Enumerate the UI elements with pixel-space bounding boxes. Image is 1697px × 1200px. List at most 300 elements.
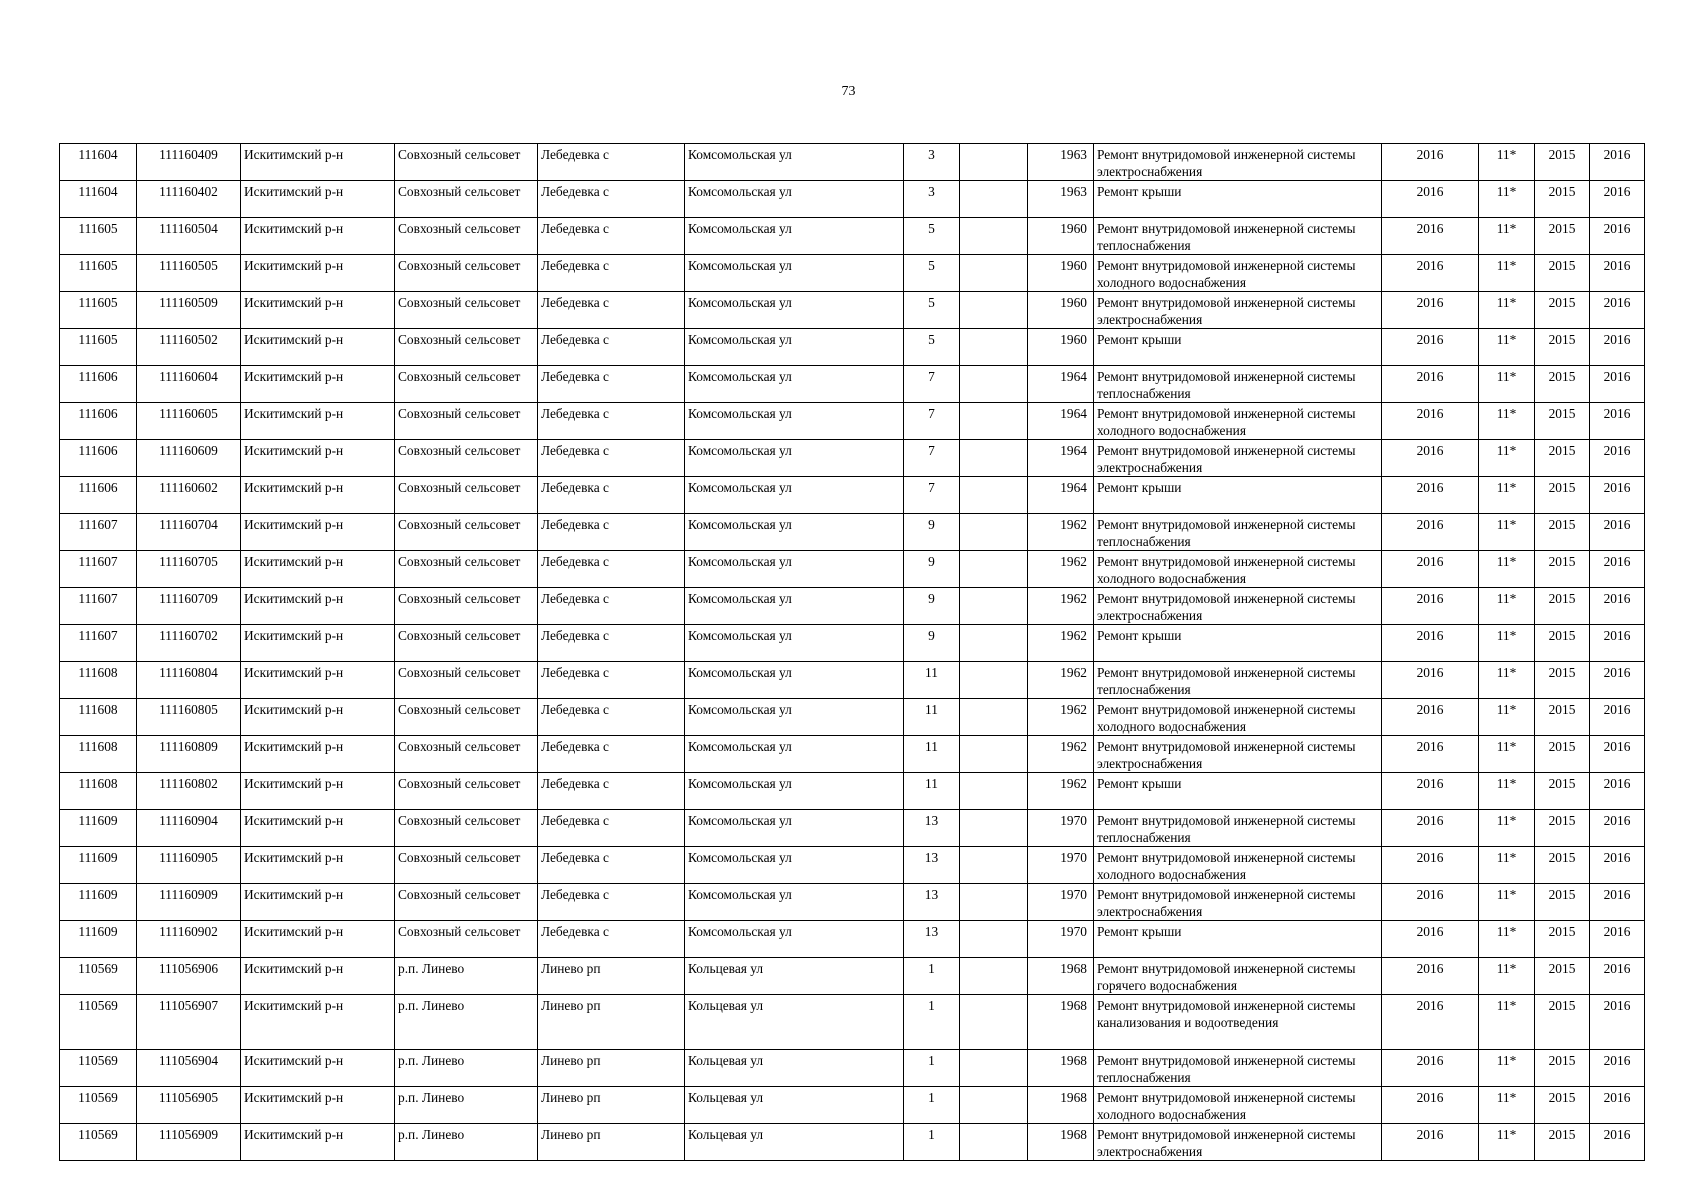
criterion-cell: 11* xyxy=(1479,736,1535,773)
build-year-cell: 1962 xyxy=(1028,588,1094,625)
build-year-cell: 1960 xyxy=(1028,218,1094,255)
start-year-cell: 2015 xyxy=(1535,144,1590,181)
house-id-cell: 111608 xyxy=(60,699,137,736)
criterion-cell: 11* xyxy=(1479,1124,1535,1161)
table-row xyxy=(60,588,1645,625)
criterion-cell: 11* xyxy=(1479,218,1535,255)
end-year-cell: 2016 xyxy=(1590,144,1645,181)
house-number-cell: 3 xyxy=(904,144,960,181)
district-cell: Искитимский р-н xyxy=(241,181,395,218)
work-type-cell: Ремонт внутридомовой инженерной системы холодного водоснабжения xyxy=(1094,1087,1382,1124)
building-cell xyxy=(960,958,1028,995)
build-year-cell: 1960 xyxy=(1028,255,1094,292)
settlement-cell: Лебедевка с xyxy=(538,440,685,477)
municipality-cell: р.п. Линево xyxy=(395,958,538,995)
plan-year-cell: 2016 xyxy=(1382,514,1479,551)
street-cell: Кольцевая ул xyxy=(685,1087,904,1124)
build-year-cell: 1962 xyxy=(1028,736,1094,773)
plan-year-cell: 2016 xyxy=(1382,329,1479,366)
end-year-cell: 2016 xyxy=(1590,773,1645,810)
end-year-cell: 2016 xyxy=(1590,403,1645,440)
building-cell xyxy=(960,699,1028,736)
settlement-cell: Линево рп xyxy=(538,1087,685,1124)
building-cell xyxy=(960,736,1028,773)
table-row xyxy=(60,181,1645,218)
work-id-cell: 111160704 xyxy=(137,514,241,551)
building-cell xyxy=(960,551,1028,588)
plan-year-cell: 2016 xyxy=(1382,847,1479,884)
building-cell xyxy=(960,884,1028,921)
street-cell: Комсомольская ул xyxy=(685,847,904,884)
start-year-cell: 2015 xyxy=(1535,884,1590,921)
build-year-cell: 1962 xyxy=(1028,699,1094,736)
house-id-cell: 110569 xyxy=(60,1124,137,1161)
table-row xyxy=(60,551,1645,588)
work-type-cell: Ремонт внутридомовой инженерной системы канализования и водоотведения xyxy=(1094,995,1382,1050)
build-year-cell: 1962 xyxy=(1028,625,1094,662)
build-year-cell: 1963 xyxy=(1028,144,1094,181)
criterion-cell: 11* xyxy=(1479,625,1535,662)
street-cell: Кольцевая ул xyxy=(685,958,904,995)
plan-year-cell: 2016 xyxy=(1382,292,1479,329)
district-cell: Искитимский р-н xyxy=(241,1087,395,1124)
work-id-cell: 111160702 xyxy=(137,625,241,662)
municipality-cell: Совхозный сельсовет xyxy=(395,292,538,329)
house-number-cell: 13 xyxy=(904,810,960,847)
municipality-cell: Совхозный сельсовет xyxy=(395,884,538,921)
building-cell xyxy=(960,218,1028,255)
end-year-cell: 2016 xyxy=(1590,255,1645,292)
house-number-cell: 13 xyxy=(904,884,960,921)
criterion-cell: 11* xyxy=(1479,292,1535,329)
municipality-cell: Совхозный сельсовет xyxy=(395,662,538,699)
plan-year-cell: 2016 xyxy=(1382,255,1479,292)
end-year-cell: 2016 xyxy=(1590,440,1645,477)
plan-year-cell: 2016 xyxy=(1382,699,1479,736)
district-cell: Искитимский р-н xyxy=(241,921,395,958)
work-type-cell: Ремонт крыши xyxy=(1094,329,1382,366)
start-year-cell: 2015 xyxy=(1535,773,1590,810)
street-cell: Комсомольская ул xyxy=(685,588,904,625)
house-id-cell: 111609 xyxy=(60,884,137,921)
work-id-cell: 111160809 xyxy=(137,736,241,773)
work-type-cell: Ремонт внутридомовой инженерной системы холодного водоснабжения xyxy=(1094,551,1382,588)
plan-year-cell: 2016 xyxy=(1382,144,1479,181)
district-cell: Искитимский р-н xyxy=(241,551,395,588)
work-type-cell: Ремонт внутридомовой инженерной системы теплоснабжения xyxy=(1094,1050,1382,1087)
municipality-cell: Совхозный сельсовет xyxy=(395,403,538,440)
criterion-cell: 11* xyxy=(1479,847,1535,884)
work-id-cell: 111160605 xyxy=(137,403,241,440)
start-year-cell: 2015 xyxy=(1535,366,1590,403)
street-cell: Кольцевая ул xyxy=(685,1124,904,1161)
work-type-cell: Ремонт крыши xyxy=(1094,625,1382,662)
building-cell xyxy=(960,329,1028,366)
municipality-cell: Совхозный сельсовет xyxy=(395,144,538,181)
house-id-cell: 111608 xyxy=(60,736,137,773)
work-id-cell: 111160902 xyxy=(137,921,241,958)
house-id-cell: 111606 xyxy=(60,366,137,403)
table-row xyxy=(60,514,1645,551)
work-type-cell: Ремонт внутридомовой инженерной системы теплоснабжения xyxy=(1094,218,1382,255)
build-year-cell: 1968 xyxy=(1028,1050,1094,1087)
house-number-cell: 5 xyxy=(904,255,960,292)
work-type-cell: Ремонт внутридомовой инженерной системы горячего водоснабжения xyxy=(1094,958,1382,995)
street-cell: Кольцевая ул xyxy=(685,995,904,1050)
house-number-cell: 13 xyxy=(904,921,960,958)
criterion-cell: 11* xyxy=(1479,366,1535,403)
criterion-cell: 11* xyxy=(1479,181,1535,218)
building-cell xyxy=(960,810,1028,847)
district-cell: Искитимский р-н xyxy=(241,773,395,810)
criterion-cell: 11* xyxy=(1479,440,1535,477)
criterion-cell: 11* xyxy=(1479,995,1535,1050)
page-number: 73 xyxy=(841,84,856,99)
table-row xyxy=(60,144,1645,181)
work-id-cell: 111160804 xyxy=(137,662,241,699)
criterion-cell: 11* xyxy=(1479,1087,1535,1124)
street-cell: Комсомольская ул xyxy=(685,810,904,847)
house-number-cell: 5 xyxy=(904,292,960,329)
build-year-cell: 1968 xyxy=(1028,995,1094,1050)
start-year-cell: 2015 xyxy=(1535,736,1590,773)
building-cell xyxy=(960,921,1028,958)
plan-year-cell: 2016 xyxy=(1382,773,1479,810)
building-cell xyxy=(960,588,1028,625)
building-cell xyxy=(960,403,1028,440)
house-id-cell: 110569 xyxy=(60,1087,137,1124)
street-cell: Комсомольская ул xyxy=(685,292,904,329)
start-year-cell: 2015 xyxy=(1535,181,1590,218)
plan-year-cell: 2016 xyxy=(1382,218,1479,255)
end-year-cell: 2016 xyxy=(1590,514,1645,551)
building-cell xyxy=(960,181,1028,218)
building-cell xyxy=(960,662,1028,699)
criterion-cell: 11* xyxy=(1479,958,1535,995)
table-row xyxy=(60,218,1645,255)
district-cell: Искитимский р-н xyxy=(241,329,395,366)
criterion-cell: 11* xyxy=(1479,588,1535,625)
table-row xyxy=(60,1050,1645,1087)
plan-year-cell: 2016 xyxy=(1382,366,1479,403)
district-cell: Искитимский р-н xyxy=(241,699,395,736)
build-year-cell: 1970 xyxy=(1028,847,1094,884)
district-cell: Искитимский р-н xyxy=(241,588,395,625)
work-id-cell: 111160505 xyxy=(137,255,241,292)
work-id-cell: 111160409 xyxy=(137,144,241,181)
district-cell: Искитимский р-н xyxy=(241,477,395,514)
district-cell: Искитимский р-н xyxy=(241,292,395,329)
work-id-cell: 111160802 xyxy=(137,773,241,810)
table-row xyxy=(60,1087,1645,1124)
municipality-cell: Совхозный сельсовет xyxy=(395,773,538,810)
work-type-cell: Ремонт внутридомовой инженерной системы электроснабжения xyxy=(1094,736,1382,773)
municipality-cell: Совхозный сельсовет xyxy=(395,847,538,884)
table-row xyxy=(60,662,1645,699)
district-cell: Искитимский р-н xyxy=(241,884,395,921)
end-year-cell: 2016 xyxy=(1590,588,1645,625)
start-year-cell: 2015 xyxy=(1535,588,1590,625)
street-cell: Комсомольская ул xyxy=(685,699,904,736)
district-cell: Искитимский р-н xyxy=(241,995,395,1050)
work-type-cell: Ремонт внутридомовой инженерной системы электроснабжения xyxy=(1094,884,1382,921)
settlement-cell: Лебедевка с xyxy=(538,662,685,699)
house-id-cell: 111605 xyxy=(60,255,137,292)
plan-year-cell: 2016 xyxy=(1382,477,1479,514)
settlement-cell: Лебедевка с xyxy=(538,847,685,884)
criterion-cell: 11* xyxy=(1479,477,1535,514)
house-id-cell: 111606 xyxy=(60,403,137,440)
settlement-cell: Лебедевка с xyxy=(538,218,685,255)
building-cell xyxy=(960,1050,1028,1087)
street-cell: Комсомольская ул xyxy=(685,662,904,699)
start-year-cell: 2015 xyxy=(1535,699,1590,736)
municipality-cell: Совхозный сельсовет xyxy=(395,810,538,847)
street-cell: Комсомольская ул xyxy=(685,329,904,366)
plan-year-cell: 2016 xyxy=(1382,736,1479,773)
criterion-cell: 11* xyxy=(1479,884,1535,921)
build-year-cell: 1960 xyxy=(1028,292,1094,329)
street-cell: Комсомольская ул xyxy=(685,366,904,403)
house-id-cell: 111609 xyxy=(60,810,137,847)
end-year-cell: 2016 xyxy=(1590,477,1645,514)
house-id-cell: 111607 xyxy=(60,588,137,625)
table-row xyxy=(60,292,1645,329)
house-number-cell: 13 xyxy=(904,847,960,884)
build-year-cell: 1970 xyxy=(1028,884,1094,921)
work-id-cell: 111160504 xyxy=(137,218,241,255)
build-year-cell: 1968 xyxy=(1028,958,1094,995)
house-id-cell: 111607 xyxy=(60,551,137,588)
settlement-cell: Лебедевка с xyxy=(538,144,685,181)
district-cell: Искитимский р-н xyxy=(241,662,395,699)
district-cell: Искитимский р-н xyxy=(241,403,395,440)
criterion-cell: 11* xyxy=(1479,773,1535,810)
building-cell xyxy=(960,773,1028,810)
work-id-cell: 111056907 xyxy=(137,995,241,1050)
district-cell: Искитимский р-н xyxy=(241,255,395,292)
settlement-cell: Лебедевка с xyxy=(538,329,685,366)
district-cell: Искитимский р-н xyxy=(241,366,395,403)
work-type-cell: Ремонт внутридомовой инженерной системы теплоснабжения xyxy=(1094,366,1382,403)
end-year-cell: 2016 xyxy=(1590,625,1645,662)
settlement-cell: Лебедевка с xyxy=(538,810,685,847)
end-year-cell: 2016 xyxy=(1590,884,1645,921)
settlement-cell: Лебедевка с xyxy=(538,477,685,514)
district-cell: Искитимский р-н xyxy=(241,958,395,995)
street-cell: Комсомольская ул xyxy=(685,403,904,440)
house-id-cell: 111607 xyxy=(60,514,137,551)
work-id-cell: 111160402 xyxy=(137,181,241,218)
house-number-cell: 1 xyxy=(904,958,960,995)
start-year-cell: 2015 xyxy=(1535,995,1590,1050)
work-type-cell: Ремонт внутридомовой инженерной системы холодного водоснабжения xyxy=(1094,255,1382,292)
municipality-cell: Совхозный сельсовет xyxy=(395,218,538,255)
plan-year-cell: 2016 xyxy=(1382,440,1479,477)
build-year-cell: 1962 xyxy=(1028,551,1094,588)
build-year-cell: 1964 xyxy=(1028,477,1094,514)
work-type-cell: Ремонт внутридомовой инженерной системы теплоснабжения xyxy=(1094,514,1382,551)
start-year-cell: 2015 xyxy=(1535,921,1590,958)
settlement-cell: Лебедевка с xyxy=(538,292,685,329)
settlement-cell: Лебедевка с xyxy=(538,366,685,403)
criterion-cell: 11* xyxy=(1479,144,1535,181)
table-row xyxy=(60,810,1645,847)
work-id-cell: 111160602 xyxy=(137,477,241,514)
plan-year-cell: 2016 xyxy=(1382,1087,1479,1124)
building-cell xyxy=(960,1124,1028,1161)
criterion-cell: 11* xyxy=(1479,403,1535,440)
settlement-cell: Лебедевка с xyxy=(538,551,685,588)
house-number-cell: 5 xyxy=(904,329,960,366)
house-number-cell: 11 xyxy=(904,699,960,736)
municipality-cell: Совхозный сельсовет xyxy=(395,625,538,662)
table-row xyxy=(60,440,1645,477)
start-year-cell: 2015 xyxy=(1535,958,1590,995)
street-cell: Комсомольская ул xyxy=(685,477,904,514)
house-number-cell: 3 xyxy=(904,181,960,218)
table-row xyxy=(60,625,1645,662)
work-type-cell: Ремонт внутридомовой инженерной системы холодного водоснабжения xyxy=(1094,403,1382,440)
municipality-cell: Совхозный сельсовет xyxy=(395,440,538,477)
table-row xyxy=(60,773,1645,810)
work-id-cell: 111160509 xyxy=(137,292,241,329)
settlement-cell: Лебедевка с xyxy=(538,773,685,810)
district-cell: Искитимский р-н xyxy=(241,144,395,181)
building-cell xyxy=(960,144,1028,181)
district-cell: Искитимский р-н xyxy=(241,440,395,477)
district-cell: Искитимский р-н xyxy=(241,810,395,847)
end-year-cell: 2016 xyxy=(1590,958,1645,995)
start-year-cell: 2015 xyxy=(1535,255,1590,292)
municipality-cell: р.п. Линево xyxy=(395,1050,538,1087)
street-cell: Комсомольская ул xyxy=(685,625,904,662)
start-year-cell: 2015 xyxy=(1535,847,1590,884)
district-cell: Искитимский р-н xyxy=(241,514,395,551)
street-cell: Комсомольская ул xyxy=(685,551,904,588)
municipality-cell: р.п. Линево xyxy=(395,1124,538,1161)
building-cell xyxy=(960,255,1028,292)
building-cell xyxy=(960,477,1028,514)
capital-repair-table xyxy=(59,143,1645,1161)
house-id-cell: 111606 xyxy=(60,477,137,514)
table-row xyxy=(60,1124,1645,1161)
criterion-cell: 11* xyxy=(1479,810,1535,847)
district-cell: Искитимский р-н xyxy=(241,625,395,662)
work-type-cell: Ремонт внутридомовой инженерной системы электроснабжения xyxy=(1094,292,1382,329)
municipality-cell: Совхозный сельсовет xyxy=(395,181,538,218)
street-cell: Комсомольская ул xyxy=(685,255,904,292)
plan-year-cell: 2016 xyxy=(1382,995,1479,1050)
house-id-cell: 111606 xyxy=(60,440,137,477)
house-id-cell: 111605 xyxy=(60,329,137,366)
settlement-cell: Линево рп xyxy=(538,1124,685,1161)
work-id-cell: 111056906 xyxy=(137,958,241,995)
start-year-cell: 2015 xyxy=(1535,625,1590,662)
municipality-cell: Совхозный сельсовет xyxy=(395,921,538,958)
house-number-cell: 11 xyxy=(904,662,960,699)
house-id-cell: 111604 xyxy=(60,144,137,181)
house-id-cell: 111605 xyxy=(60,292,137,329)
building-cell xyxy=(960,1087,1028,1124)
end-year-cell: 2016 xyxy=(1590,551,1645,588)
start-year-cell: 2015 xyxy=(1535,440,1590,477)
build-year-cell: 1970 xyxy=(1028,810,1094,847)
street-cell: Комсомольская ул xyxy=(685,440,904,477)
end-year-cell: 2016 xyxy=(1590,292,1645,329)
end-year-cell: 2016 xyxy=(1590,1050,1645,1087)
street-cell: Кольцевая ул xyxy=(685,1050,904,1087)
house-id-cell: 111607 xyxy=(60,625,137,662)
table-row xyxy=(60,329,1645,366)
street-cell: Комсомольская ул xyxy=(685,773,904,810)
end-year-cell: 2016 xyxy=(1590,921,1645,958)
start-year-cell: 2015 xyxy=(1535,477,1590,514)
district-cell: Искитимский р-н xyxy=(241,736,395,773)
work-id-cell: 111160609 xyxy=(137,440,241,477)
work-id-cell: 111160604 xyxy=(137,366,241,403)
build-year-cell: 1964 xyxy=(1028,440,1094,477)
street-cell: Комсомольская ул xyxy=(685,218,904,255)
end-year-cell: 2016 xyxy=(1590,366,1645,403)
work-type-cell: Ремонт крыши xyxy=(1094,773,1382,810)
criterion-cell: 11* xyxy=(1479,921,1535,958)
municipality-cell: р.п. Линево xyxy=(395,995,538,1050)
house-id-cell: 111609 xyxy=(60,921,137,958)
criterion-cell: 11* xyxy=(1479,662,1535,699)
table-row xyxy=(60,477,1645,514)
start-year-cell: 2015 xyxy=(1535,329,1590,366)
start-year-cell: 2015 xyxy=(1535,403,1590,440)
work-type-cell: Ремонт внутридомовой инженерной системы холодного водоснабжения xyxy=(1094,699,1382,736)
house-id-cell: 111604 xyxy=(60,181,137,218)
start-year-cell: 2015 xyxy=(1535,514,1590,551)
build-year-cell: 1964 xyxy=(1028,403,1094,440)
plan-year-cell: 2016 xyxy=(1382,551,1479,588)
plan-year-cell: 2016 xyxy=(1382,1124,1479,1161)
house-number-cell: 11 xyxy=(904,736,960,773)
plan-year-cell: 2016 xyxy=(1382,403,1479,440)
settlement-cell: Линево рп xyxy=(538,1050,685,1087)
work-id-cell: 111056904 xyxy=(137,1050,241,1087)
table-row xyxy=(60,366,1645,403)
house-number-cell: 5 xyxy=(904,218,960,255)
district-cell: Искитимский р-н xyxy=(241,218,395,255)
start-year-cell: 2015 xyxy=(1535,1124,1590,1161)
house-id-cell: 111608 xyxy=(60,662,137,699)
settlement-cell: Лебедевка с xyxy=(538,403,685,440)
work-type-cell: Ремонт внутридомовой инженерной системы электроснабжения xyxy=(1094,144,1382,181)
house-number-cell: 7 xyxy=(904,440,960,477)
end-year-cell: 2016 xyxy=(1590,847,1645,884)
work-type-cell: Ремонт внутридомовой инженерной системы теплоснабжения xyxy=(1094,662,1382,699)
work-id-cell: 111160502 xyxy=(137,329,241,366)
plan-year-cell: 2016 xyxy=(1382,625,1479,662)
table-row xyxy=(60,255,1645,292)
house-number-cell: 7 xyxy=(904,403,960,440)
table-row xyxy=(60,884,1645,921)
house-number-cell: 7 xyxy=(904,366,960,403)
start-year-cell: 2015 xyxy=(1535,218,1590,255)
settlement-cell: Линево рп xyxy=(538,995,685,1050)
work-type-cell: Ремонт крыши xyxy=(1094,181,1382,218)
end-year-cell: 2016 xyxy=(1590,662,1645,699)
table-row xyxy=(60,995,1645,1050)
house-id-cell: 111609 xyxy=(60,847,137,884)
build-year-cell: 1962 xyxy=(1028,773,1094,810)
building-cell xyxy=(960,514,1028,551)
build-year-cell: 1960 xyxy=(1028,329,1094,366)
